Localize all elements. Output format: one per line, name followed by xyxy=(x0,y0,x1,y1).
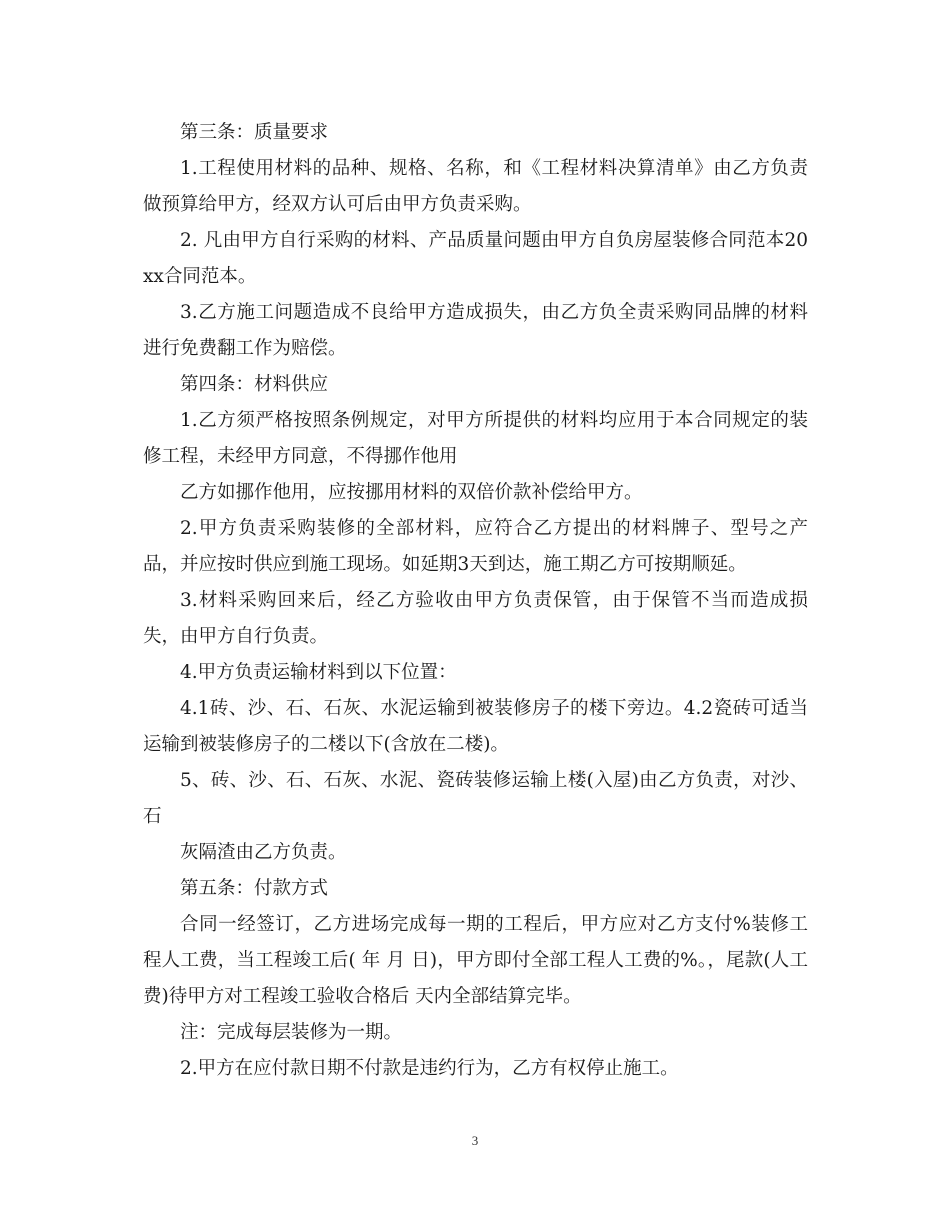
section-heading-5: 第五条：付款方式 xyxy=(180,878,329,899)
section-heading-4: 第四条：材料供应 xyxy=(180,374,329,395)
paragraph: 4.甲方负责运输材料到以下位置： xyxy=(180,662,457,683)
section-heading-3: 第三条：质量要求 xyxy=(180,122,329,143)
paragraph: 合同一经签订，乙方进场完成每一期的工程后，甲方应对乙方支付%装修工程人工费，当工程竣工后( 年 月 日)，甲方即付全部工程人工费的%。，尾款(人工费)待甲方对工程竣工验收合格后 天内全部结算完毕。 xyxy=(143,914,808,1007)
paragraph: 3.材料采购回来后，经乙方验收由甲方负责保管，由于保管不当而造成损失，由甲方自行负责。 xyxy=(143,590,808,647)
paragraph: 注：完成每层装修为一期。 xyxy=(180,1022,403,1043)
document-body xyxy=(143,115,808,1087)
paragraph: 5、砖、沙、石、石灰、水泥、瓷砖装修运输上楼(入屋)由乙方负责，对沙、石 xyxy=(143,770,808,827)
paragraph: 4.1砖、沙、石、石灰、水泥运输到被装修房子的楼下旁边。4.2瓷砖可适当运输到被装修房子的二楼以下(含放在二楼)。 xyxy=(143,698,808,755)
paragraph: 乙方如挪作他用，应按挪用材料的双倍价款补偿给甲方。 xyxy=(180,482,643,503)
paragraph: 3.乙方施工问题造成不良给甲方造成损失，由乙方负全责采购同品牌的材料进行免费翻工作为赔偿。 xyxy=(143,302,808,359)
paragraph: 2.甲方负责采购装修的全部材料，应符合乙方提出的材料牌子、型号之产品，并应按时供应到施工现场。如延期3天到达，施工期乙方可按期顺延。 xyxy=(143,518,808,575)
paragraph: 1.乙方须严格按照条例规定，对甲方所提供的材料均应用于本合同规定的装修工程，未经甲方同意，不得挪作他用 xyxy=(143,410,808,467)
paragraph: 1.工程使用材料的品种、规格、名称，和《工程材料决算清单》由乙方负责做预算给甲方，经双方认可后由甲方负责采购。 xyxy=(143,158,808,215)
paragraph: 2. 凡由甲方自行采购的材料、产品质量问题由甲方自负房屋装修合同范本20xx合同范本。 xyxy=(143,230,808,287)
paragraph: 灰隔渣由乙方负责。 xyxy=(180,842,347,863)
paragraph: 2.甲方在应付款日期不付款是违约行为，乙方有权停止施工。 xyxy=(180,1058,679,1079)
page-number: 3 xyxy=(471,1133,479,1148)
